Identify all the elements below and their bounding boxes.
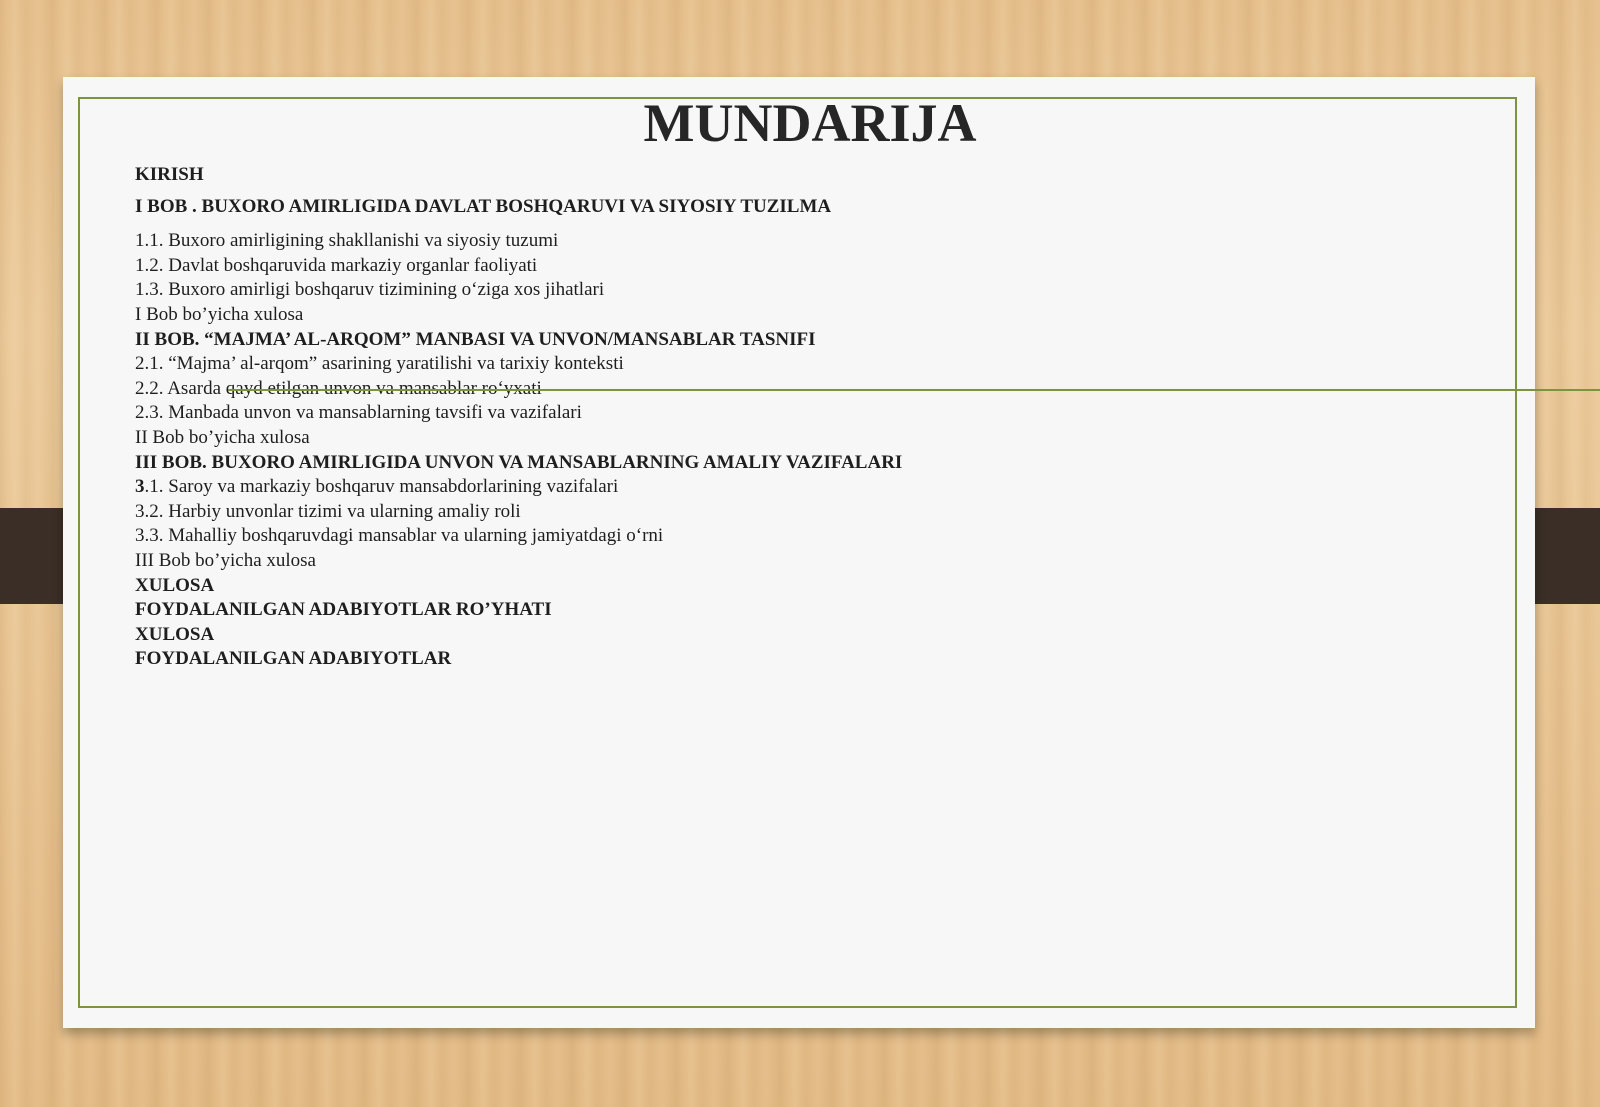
toc-item bbox=[135, 524, 1335, 549]
toc-item-text: XULOSA bbox=[135, 623, 215, 645]
toc-item-text: KIRISH bbox=[135, 164, 204, 185]
toc-item-text: XULOSA bbox=[135, 574, 215, 596]
toc-item bbox=[135, 598, 1335, 623]
toc-item-text: I BOB . BUXORO AMIRLIGIDA DAVLAT BOSHQARUVI VA SIYOSIY TUZILMA bbox=[135, 195, 832, 217]
toc-item bbox=[135, 574, 1335, 599]
toc-item bbox=[135, 451, 1335, 476]
toc-item bbox=[135, 254, 1335, 279]
toc-item bbox=[135, 426, 1335, 451]
toc-item bbox=[135, 303, 1335, 328]
toc-item bbox=[135, 163, 1335, 188]
toc-item-text: .1. Saroy va markaziy boshqaruv mansabdorlarining vazifalari bbox=[144, 476, 619, 498]
toc-item-text: II Bob bo’yicha xulosa bbox=[135, 426, 310, 448]
toc-item bbox=[135, 328, 1335, 353]
toc-item-text: FOYDALANILGAN ADABIYOTLAR RO’YHATI bbox=[135, 599, 552, 621]
table-of-contents bbox=[135, 163, 1335, 672]
toc-item bbox=[135, 195, 1335, 220]
divider-line bbox=[228, 389, 1600, 391]
toc-item bbox=[135, 278, 1335, 303]
toc-item-text: 3.3. Mahalliy boshqaruvdagi mansablar va ularning jamiyatdagi o‘rni bbox=[135, 525, 664, 547]
toc-item-text: FOYDALANILGAN ADABIYOTLAR bbox=[135, 648, 452, 670]
toc-item bbox=[135, 623, 1335, 648]
toc-item bbox=[135, 647, 1335, 672]
toc-item-text: 2.3. Manbada unvon va mansablarning tavsifi va vazifalari bbox=[135, 402, 582, 424]
toc-item-number: 3 bbox=[135, 476, 145, 498]
toc-item-text: 1.1. Buxoro amirligining shakllanishi va siyosiy tuzumi bbox=[135, 230, 559, 252]
toc-item bbox=[135, 352, 1335, 377]
toc-item-text: 2.1. “Majma’ al-arqom” asarining yaratilishi va tarixiy konteksti bbox=[135, 353, 624, 375]
toc-item bbox=[135, 229, 1335, 254]
page-title: MUNDARIJA bbox=[643, 93, 977, 153]
toc-item-text: 1.2. Davlat boshqaruvida markaziy organlar faoliyati bbox=[135, 254, 538, 276]
toc-item bbox=[135, 475, 1335, 500]
toc-item-text: 1.3. Buxoro amirligi boshqaruv tizimining o‘ziga xos jihatlari bbox=[135, 279, 605, 301]
toc-item-text: III Bob bo’yicha xulosa bbox=[135, 549, 316, 571]
toc-item-text: I Bob bo’yicha xulosa bbox=[135, 303, 304, 325]
toc-item bbox=[135, 401, 1335, 426]
toc-item bbox=[135, 500, 1335, 525]
toc-item-text: 2.2. Asarda qayd etilgan unvon va mansablar ro‘yxati bbox=[135, 377, 542, 399]
toc-item-text: 3.2. Harbiy unvonlar tizimi va ularning amaliy roli bbox=[135, 500, 521, 522]
toc-item bbox=[135, 549, 1335, 574]
toc-item-text: II BOB. “MAJMA’ AL-ARQOM” MANBASI VA UNVON/MANSABLAR TASNIFI bbox=[135, 328, 816, 350]
toc-item-text: III BOB. BUXORO AMIRLIGIDA UNVON VA MANSABLARNING AMALIY VAZIFALARI bbox=[135, 451, 903, 473]
